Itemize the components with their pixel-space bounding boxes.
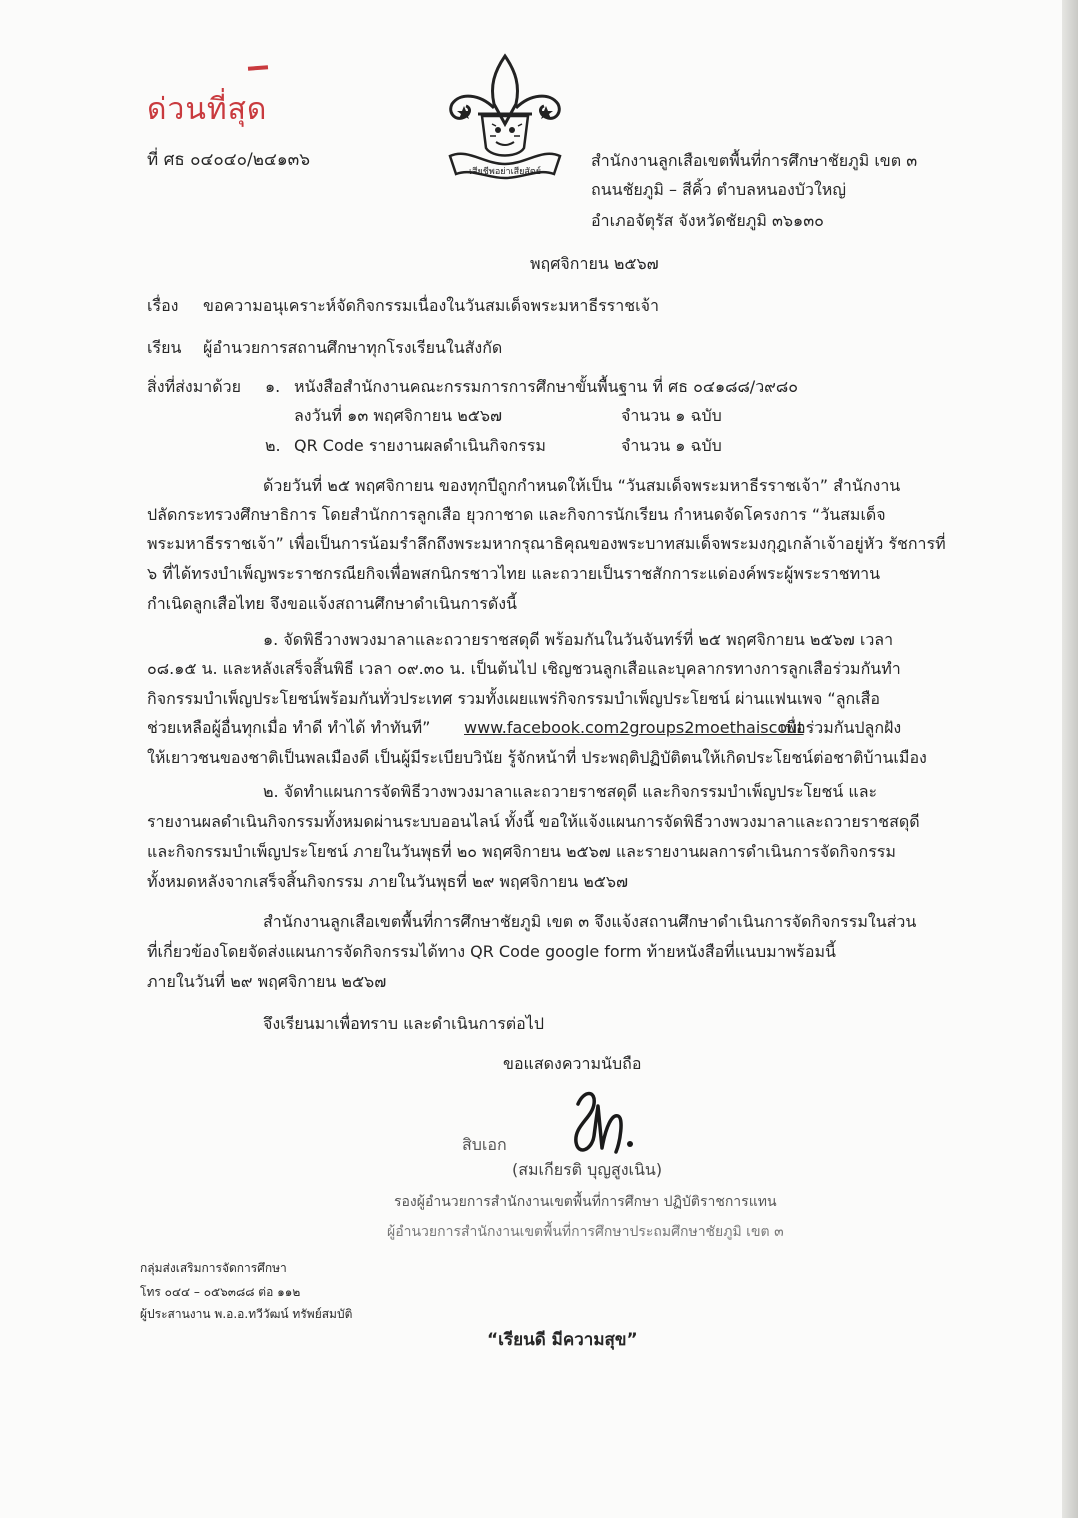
para2-line-2: ๐๘.๑๕ น. และหลังเสร็จสิ้นพิธี เวลา ๐๙.๓๐ น. เป็นต้นไป เชิญชวนลูกเสือและบุคลากรทางการลูกเสือร่วมกันทำ (147, 659, 901, 678)
to-text: ผู้อำนวยการสถานศึกษาทุกโรงเรียนในสังกัด (203, 338, 503, 357)
emblem-motto: เสียชีพอย่าเสียสัตย์ (468, 167, 542, 177)
para1-line-3: พระมหาธีรราชเจ้า” เพื่อเป็นการน้อมรำลึกถึงพระมหากรุณาธิคุณของพระบาทสมเด็จพระมงกุฎเกล้าเจ้าอยู่หัว รัชการที่ (147, 534, 946, 553)
to-label: เรียน (147, 338, 182, 357)
para1-line-1: ด้วยวันที่ ๒๕ พฤศจิกายน ของทุกปีถูกกำหนดให้เป็น “วันสมเด็จพระมหาธีรราชเจ้า” สำนักงาน (263, 476, 901, 495)
para1-line-4: ๖ ที่ได้ทรงบำเพ็ญพระราชกรณียกิจเพื่อพสกนิกรชาวไทย และถวายเป็นราชสักการะแด่องค์พระผู้พระราชทาน (147, 564, 881, 583)
para1-line-5: กำเนิดลูกเสือไทย จึงขอแจ้งสถานศึกษาดำเนินการดังนี้ (147, 594, 517, 613)
para3-line-1: ๒. จัดทำแผนการจัดพิธีวางพวงมาลาและถวายราชสดุดี และกิจกรรมบำเพ็ญประโยชน์ และ (263, 782, 878, 801)
page-edge (1062, 0, 1078, 1518)
signer-position-2: ผู้อำนวยการสำนักงานเขตพื้นที่การศึกษาประถมศึกษาชัยภูมิ เขต ๓ (387, 1224, 784, 1240)
enclosure-1-line2: ลงวันที่ ๑๓ พฤศจิกายน ๒๕๖๗ (294, 406, 503, 425)
para4-line-1: สำนักงานลูกเสือเขตพื้นที่การศึกษาชัยภูมิ เขต ๓ จึงแจ้งสถานศึกษาดำเนินการจัดกิจกรรมในส่วน (263, 912, 917, 931)
subject-label: เรื่อง (147, 296, 179, 315)
para3-line-4: ทั้งหมดหลังจากเสร็จสิ้นกิจกรรม ภายในวันพุธที่ ๒๙ พฤศจิกายน ๒๕๖๗ (147, 872, 629, 891)
subject-text: ขอความอนุเคราะห์จัดกิจกรรมเนื่องในวันสมเด็จพระมหาธีรราชเจ้า (203, 296, 659, 315)
para4-line-3: ภายในวันที่ ๒๙ พฤศจิกายน ๒๕๖๗ (147, 972, 387, 991)
address-line-2: ถนนชัยภูมิ – สีคิ้ว ตำบลหนองบัวใหญ่ (591, 180, 846, 199)
para3-line-3: และกิจกรรมบำเพ็ญประโยชน์ ภายในวันพุธที่ ๒๐ พฤศจิกายน ๒๕๖๗ และรายงานผลการดำเนินการจัดกิจกรรม (147, 842, 896, 861)
address-line-1: สำนักงานลูกเสือเขตพื้นที่การศึกษาชัยภูมิ เขต ๓ (591, 151, 918, 170)
para2-line-1: ๑. จัดพิธีวางพวงมาลาและถวายราชสดุดี พร้อมกันในวันจันทร์ที่ ๒๕ พฤศจิกายน ๒๕๖๗ เวลา (263, 630, 894, 649)
enclosure-1-qty: จำนวน ๑ ฉบับ (621, 406, 722, 425)
footer-phone: โทร ๐๔๔ – ๐๕๖๓๘๘ ต่อ ๑๑๒ (140, 1285, 301, 1299)
footer-coordinator: ผู้ประสานงาน พ.อ.อ.ทวีวัฒน์ ทรัพย์สมบัติ (140, 1307, 353, 1321)
para2-line-4: ช่วยเหลือผู้อื่นทุกเมื่อ ทำดี ทำได้ ทำทันที” (147, 718, 431, 737)
slogan: “เรียนดี มีความสุข” (487, 1330, 638, 1350)
enclosure-2-num: ๒. (265, 436, 281, 455)
para4-line-2: ที่เกี่ยวข้องโดยจัดส่งแผนการจัดกิจกรรมได้ทาง QR Code google form ท้ายหนังสือที่แนบมาพร้อมนี้ (147, 942, 836, 961)
enclosure-1-line1: หนังสือสำนักงานคณะกรรมการการศึกษาขั้นพื้นฐาน ที่ ศธ ๐๔๑๘๘/ว๙๘๐ (294, 377, 799, 396)
document-date: พฤศจิกายน ๒๕๖๗ (530, 254, 659, 273)
para2-line-3: กิจกรรมบำเพ็ญประโยชน์พร้อมกันทั่วประเทศ รวมทั้งเผยแพร่กิจกรรมบำเพ็ญประโยชน์ ผ่านแฟนเพจ “ลูกเสือ (147, 689, 881, 708)
handwritten-signature (566, 1086, 640, 1162)
closing-text: จึงเรียนมาเพื่อทราบ และดำเนินการต่อไป (263, 1014, 544, 1033)
facebook-link[interactable]: www.facebook.com2groups2moethaiscout (464, 718, 804, 737)
para1-line-2: ปลัดกระทรวงศึกษาธิการ โดยสำนักการลูกเสือ ยุวกาชาด และกิจการนักเรียน กำหนดจัดโครงการ “วันสมเด็จ (147, 505, 886, 524)
reference-number: ที่ ศธ ๐๔๐๔๐/๒๔๑๓๖ (147, 150, 311, 170)
enclosure-1-num: ๑. (265, 377, 281, 396)
urgency-stamp: ด่วนที่สุด (147, 92, 268, 127)
signer-position-1: รองผู้อำนวยการสำนักงานเขตพื้นที่การศึกษา ปฏิบัติราชการแทน (394, 1194, 777, 1210)
regards-text: ขอแสดงความนับถือ (503, 1054, 642, 1073)
enclosures-label: สิ่งที่ส่งมาด้วย (147, 377, 241, 396)
para2-line-4-end: เพื่อร่วมกันปลูกฝัง (780, 718, 902, 737)
para2-line-5: ให้เยาวชนของชาติเป็นพลเมืองดี เป็นผู้มีระเบียบวินัย รู้จักหน้าที่ ประพฤติปฏิบัติตนให้เกิดประโยชน์ต่อชาติบ้านเมือง (147, 748, 927, 767)
signer-rank: สิบเอก (462, 1135, 507, 1154)
para3-line-2: รายงานผลดำเนินกิจกรรมทั้งหมดผ่านระบบออนไลน์ ทั้งนี้ ขอให้แจ้งแผนการจัดพิธีวางพวงมาลาและถวายราชสดุดี (147, 812, 920, 831)
footer-office: กลุ่มส่งเสริมการจัดการศึกษา (140, 1261, 287, 1275)
scout-emblem-icon (444, 52, 566, 182)
signer-name: (สมเกียรติ บุญสูงเนิน) (512, 1160, 663, 1179)
address-line-3: อำเภอจัตุรัส จังหวัดชัยภูมิ ๓๖๑๓๐ (591, 211, 824, 230)
enclosure-2-line1: QR Code รายงานผลดำเนินกิจกรรม (294, 436, 546, 455)
enclosure-2-qty: จำนวน ๑ ฉบับ (621, 436, 722, 455)
